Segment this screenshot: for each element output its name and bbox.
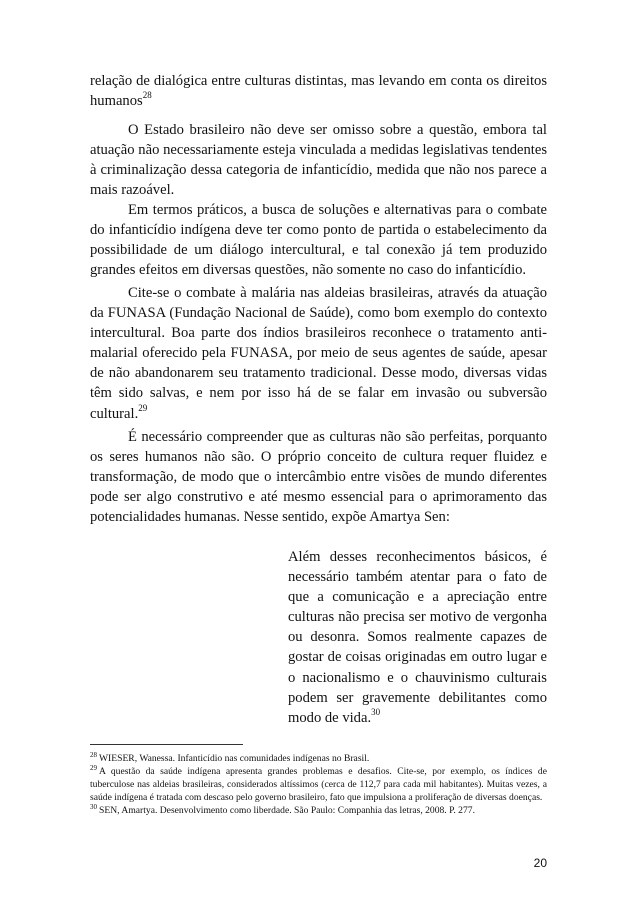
page-number: 20 [533,856,547,870]
paragraph-5: É necessário compreender que as culturas não são perfeitas, porquanto os seres humanos não são. O próprio conceito de cultura requer fluidez e transformação, de modo que o intercâmbio entre visões de mundo diferentes pode ser algo construtivo e até mesmo essencial para o aprimoramento das potencialidades humanas. Nesse sentido, expõe Amartya Sen: [90,429,547,526]
footnote-ref-28: 28 [142,90,152,101]
paragraph-1: relação de dialógica entre culturas distintas, mas levando em conta os direitos humanos$^{28}$ [90,73,547,110]
paragraph-2: O Estado brasileiro não deve ser omisso sobre a questão, embora tal atuação não necessariamente esteja vinculada a medidas legislativas tendentes à criminalização dessa categoria de infanticídio, medida que não nos parece a mais razoável. [90,122,547,199]
footnote-ref-30: 30 [371,706,381,717]
footnotes [90,752,547,817]
paragraph-3: Em termos práticos, a busca de soluções e alternativas para o combate do infanticídio indígena deve ter como ponto de partida o estabelecimento da possibilidade de um diálogo intercultural, e tal conexão já tem produzido grandes efeitos em diversas questões, não somente no caso do infanticídio. [90,202,547,279]
footnote-separator [90,744,243,745]
footnote-28: $^{28}$ WIESER, Wanessa. Infanticídio nas comunidades indígenas no Brasil. [90,751,370,764]
footnote-29: $^{29}$ A questão da saúde indígena apresenta grandes problemas e desafios. Cite-se, por exemplo, os índices de tuberculose nas aldeias brasileiras, considerados altíssimos (cerca de 112,7 para cada mil habitantes). Muitas vezes, a saúde indígena é tratada com descaso pelo governo brasileiro, fato que impulsiona a proliferação de diversas doenças. [90,764,547,803]
footnote-ref-29: 29 [138,402,148,413]
block-quote: Além desses reconhecimentos básicos, é necessário também atentar para o fato de que a comunicação e a apreciação entre culturas não precisa ser motivo de vergonha ou desonra. Somos realmente capazes de gostar de coisas originadas em outro lugar e o nacionalismo e o chauvinismo culturais podem ser gravemente debilitantes como modo de vida.$^{30}$ [288,549,547,726]
footnote-30: $^{30}$ SEN, Amartya. Desenvolvimento como liberdade. São Paulo: Companhia das letras, 2008. P. 277. [90,803,475,816]
paragraph-4: Cite-se o combate à malária nas aldeias brasileiras, através da atuação da FUNASA (Fundação Nacional de Saúde), como bom exemplo do contexto intercultural. Boa parte dos índios brasileiros reconhece o tratamento anti-malarial oferecido pela FUNASA, por meio de seus agentes de saúde, apesar de não abandonarem seu tratamento tradicional. Desse modo, diversas vidas têm sido salvas, e nem por isso há de se falar em invasão ou subversão cultural.$^{29}$ [90,285,547,422]
